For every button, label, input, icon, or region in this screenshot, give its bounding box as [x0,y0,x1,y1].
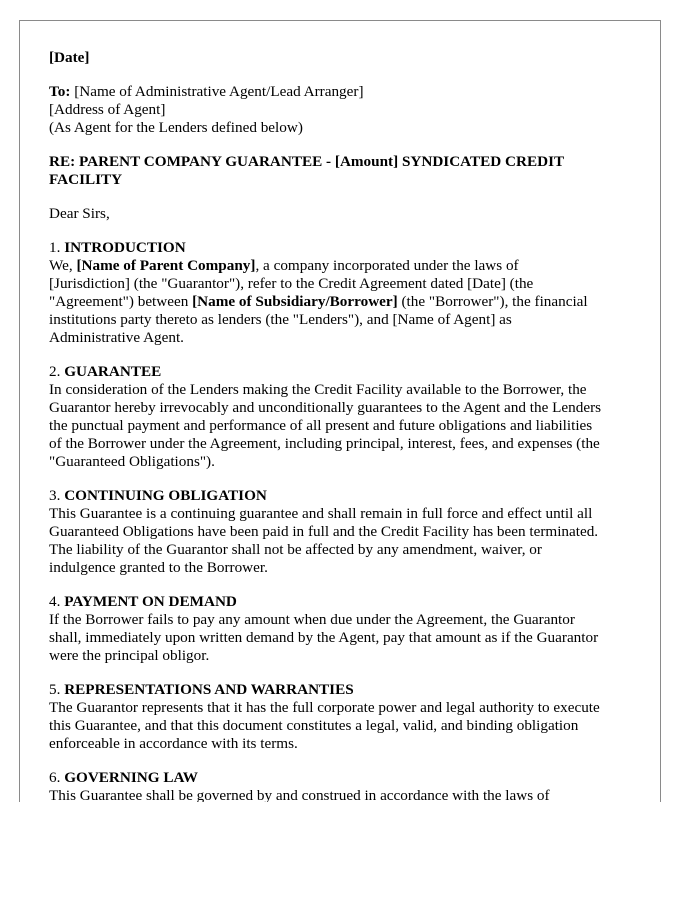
section-introduction [49,239,639,347]
section-title: GOVERNING LAW [64,769,198,786]
section-text-line: The Guarantor represents that it has the full corporate power and legal authority to execute [49,699,600,716]
recipient-block [49,83,639,137]
text-fragment: (the "Borrower"), the financial [397,293,588,310]
section-title: INTRODUCTION [64,239,186,256]
parent-company-placeholder: [Name of Parent Company] [76,257,256,274]
section-heading [49,363,639,381]
section-text-line [49,257,639,275]
section-text-line [49,293,639,311]
subject-line-1: RE: PARENT COMPANY GUARANTEE - [Amount] SYNDICATED CREDIT [49,153,565,170]
letter-content [49,49,639,802]
section-text-line: enforceable in accordance with its terms. [49,735,298,752]
section-text-line: Administrative Agent. [49,329,184,346]
section-payment-on-demand [49,593,639,665]
section-heading [49,487,639,505]
section-text-line: the punctual payment and performance of all present and future obligations and liabilities [49,417,593,434]
section-title: REPRESENTATIONS AND WARRANTIES [64,681,354,698]
to-label: To: [49,83,71,100]
section-text-line: This Guarantee shall be governed by and construed in accordance with the laws of [49,787,550,802]
section-text-line: In consideration of the Lenders making the Credit Facility available to the Borrower, the [49,381,587,398]
section-heading [49,681,639,699]
salutation: Dear Sirs, [49,205,110,222]
section-text-line: Guaranteed Obligations have been paid in full and the Credit Facility has been terminated. [49,523,599,540]
section-text-line: This Guarantee is a continuing guarantee and shall remain in full force and effect until all [49,505,593,522]
borrower-placeholder: [Name of Subsidiary/Borrower] [192,293,398,310]
section-text-line: institutions party thereto as lenders (the "Lenders"), and [Name of Agent] as [49,311,512,328]
section-number: 5. [49,681,61,698]
section-representations [49,681,639,753]
section-guarantee [49,363,639,471]
recipient-name-line [49,83,639,101]
section-heading [49,239,639,257]
section-text-line: of the Borrower under the Agreement, including principal, interest, fees, and expenses (the [49,435,600,452]
section-heading [49,769,639,787]
text-fragment: "Agreement") between [49,293,193,310]
recipient-name: [Name of Administrative Agent/Lead Arranger] [74,83,364,100]
date-text: [Date] [49,49,90,66]
letter-page [19,20,661,802]
text-fragment: , a company incorporated under the laws of [255,257,519,274]
section-number: 1. [49,239,61,256]
section-text-line: shall, immediately upon written demand by the Agent, pay that amount as if the Guarantor [49,629,599,646]
text-fragment: We, [49,257,77,274]
section-text-line: [Jurisdiction] (the "Guarantor"), refer to the Credit Agreement dated [Date] (the [49,275,534,292]
section-text-line: Guarantor hereby irrevocably and unconditionally guarantees to the Agent and the Lenders [49,399,602,416]
section-heading [49,593,639,611]
section-text-line: were the principal obligor. [49,647,210,664]
section-text-line: indulgence granted to the Borrower. [49,559,268,576]
section-number: 2. [49,363,61,380]
subject-line-2: FACILITY [49,171,123,188]
recipient-address: [Address of Agent] [49,101,166,118]
recipient-note: (As Agent for the Lenders defined below) [49,119,303,136]
section-number: 3. [49,487,61,504]
section-text-line: If the Borrower fails to pay any amount when due under the Agreement, the Guarantor [49,611,575,628]
section-governing-law [49,769,639,802]
section-title: CONTINUING OBLIGATION [64,487,267,504]
section-number: 6. [49,769,61,786]
section-text-line: this Guarantee, and that this document constitutes a legal, valid, and binding obligation [49,717,579,734]
section-number: 4. [49,593,61,610]
section-text-line: "Guaranteed Obligations"). [49,453,215,470]
section-text-line: The liability of the Guarantor shall not be affected by any amendment, waiver, or [49,541,542,558]
section-title: PAYMENT ON DEMAND [64,593,237,610]
date-line [49,49,639,67]
section-title: GUARANTEE [64,363,162,380]
section-continuing-obligation [49,487,639,577]
subject-line [49,153,639,189]
